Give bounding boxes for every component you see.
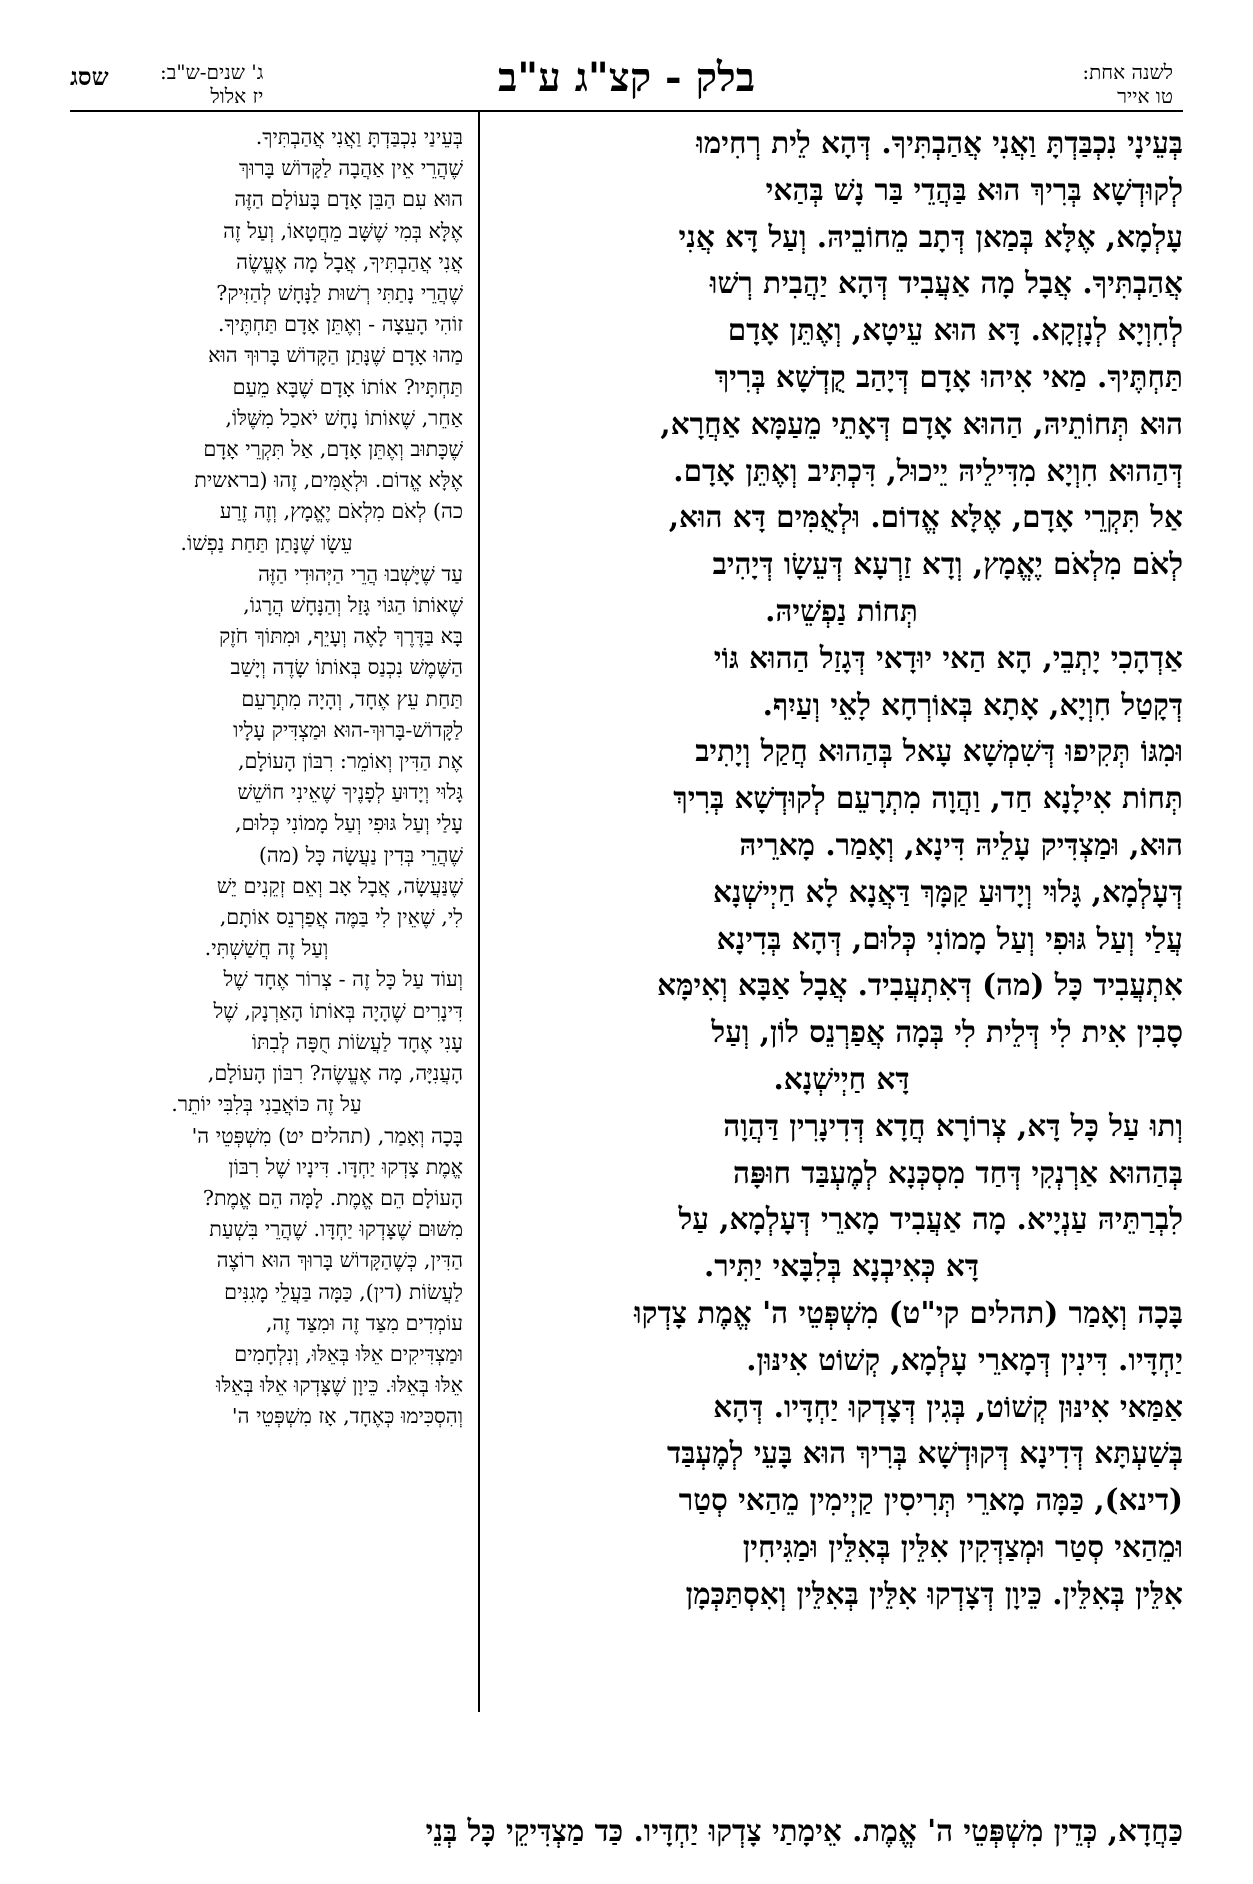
translation-line: אֶת הַדִּין וְאוֹמֵר: רִבּוֹן הָעוֹלָם, [237,749,463,774]
translation-line: הָעֲנִיָּה, מָה אֶעֱשֶׂה? רִבּוֹן הָעוֹלָם, [207,1061,463,1086]
translation-line: שֶׁהֲרֵי בְּדִין נַעֲשָׂה כָּל (מה) [258,842,463,867]
translation-line: תַּחְתָּיו? אוֹתוֹ אָדָם שֶׁבָּא מֵעַם [232,374,463,399]
page-title: בלק - קצ"ג ע"ב [498,54,755,101]
header-right-line2: טו אייר [1117,84,1173,108]
translation-line: שֶׁכָּתוּב וְאֶתֵּן אָדָם, אַל תִּקְרֵי אָדָם [203,437,463,462]
translation-line: עַל זֶה כּוֹאֲבַנִי בְּלִבִּי יוֹתֵר. [171,1092,362,1117]
translation-line: דִּינָרִים שֶׁהָיָה בְּאוֹתוֹ הָאַרְנָק, שֶׁל [213,998,463,1023]
main-text-line: דְּקָטַל חִוְיָא, אָתָא בְּאוֹרְחָא לָאֵי וְעַיִף. [762,686,1183,722]
translation-line: אֵלּוּ בְּאֵלּוּ. כֵּיוָן שֶׁצָּדְקוּ אֵלּוּ בְּאֵלּוּ [216,1373,463,1398]
bottom-text-line: כַּחֲדָא, כְּדֵין מִשְׁפְּטֵי ה' אֱמֶת. אֵימָתַי צָדְקוּ יַחְדָּיו. כַּד מַצְדִּיקֵי כָּל בְּנֵי [425,1813,1183,1848]
page-number: שסג [70,62,109,91]
main-text-line: אִלֵּין בְּאִלֵּין. כֵּיוָן דְּצָדְקוּ אִלֵּין בְּאִלֵּין וְאִסְתַּכְּמָן [685,1575,1183,1611]
main-text-line: תְּחוֹת נַפְשֵׁיהּ. [765,592,918,628]
main-text-line: יַחְדָּיו. דִּינִין דְּמָארֵי עָלְמָא, קְשׁוֹט אִינּוּן. [746,1341,1183,1377]
main-text-line: וְתוּ עַל כָּל דָּא, צְרוֹרָא חֲדָא דְּדִינָרִין דַּהֲוָה [723,1107,1183,1143]
translation-line: בְּעֵינַי נִכְבַּדְתָּ וַאֲנִי אֲהַבְתִּיךָ. [255,125,463,149]
main-text-line: בְּעֵינָי נִכְבַּדְתָּ וַאֲנִי אֲהַבְתִּיךָ. דְּהָא לֵית רְחִימוּ [696,125,1183,160]
main-text-line: בָּכָה וְאָמַר (תהלים קי"ט) מִשְׁפְּטֵי ה' אֱמֶת צָדְקוּ [634,1294,1183,1330]
main-text-line: הוּא, וּמַצְדִּיק עָלֵיהּ דִּינָא, וְאָמַר. מָארֵיהּ [739,826,1183,862]
main-text-line: אֲהַבְתִּיךָ. אֲבָל מָה אַעֲבִיד דְּהָא יַהֲבִית רְשׁוּ [709,265,1183,301]
translation-line: לַקָּדוֹשׁ-בָּרוּךְ-הוּא וּמַצְדִּיק עָלָיו [233,717,463,742]
translation-line: תַּחַת עֵץ אֶחָד, וְהָיָה מִתְרָעֵם [241,686,463,711]
translation-line: אֲנִי אֲהַבְתִּיךָ, אֲבָל מָה אֶעֱשֶׂה [236,249,463,274]
translation-line: אֶלָּא בְּמִי שֶׁשָּׁב מֵחֲטָאוֹ, וְעַל זֶה [223,218,463,243]
translation-line: הַשֶּׁמֶשׁ נִכְנַס בְּאוֹתוֹ שָׂדֶה וְיָשַׁב [230,655,463,680]
header-left-line1: ג' שנים-ש"ב: [160,60,264,84]
header-left-line2: יז אלול [210,84,264,108]
translation-line: מַהוּ אָדָם שֶׁנָּתַן הַקָּדוֹשׁ בָּרוּךְ הוּא [208,343,463,368]
main-text-line: בְּהַהוּא אַרְנְקִי דְּחַד מִסְכְּנָא לְמֶעְבַּד חוּפָּה [732,1154,1183,1190]
translation-line: כה) לְאֹם מִלְאֹם יֶאֱמָץ, וְזֶה זֶרַע [219,499,463,524]
main-text-line: לְקוּדְשָׁא בְּרִיךְ הוּא בַּהֲדֵי בַּר נָשׁ בְּהַאי [765,171,1183,207]
translation-line: שֶׁהֲרֵי אֵין אַהֲבָה לַקָּדוֹשׁ בָּרוּךְ [239,156,463,181]
main-text-line: סָבִין אִית לִי דְּלֵית לִי בְּמָה אֲפַרְנֵס לוֹן, וְעַל [711,1014,1183,1050]
translation-column [70,122,463,1433]
translation-line: גָּלוּי וְיָדוּעַ לְפָנֶיךָ שֶׁאֵינִי חוֹשֵׁשׁ [237,780,463,805]
translation-line: וְעַל זֶה חֲשַׁשְׁתִּי. [204,936,329,961]
main-text-line: אַדְהָכִי יָתְבֵי, הָא הַאי יוּדָאי דְּגָזַל הַהוּא גּוֹי [713,639,1183,675]
translation-line: הָעוֹלָם הֵם אֱמֶת. לָמָּה הֵם אֱמֶת? [202,1185,463,1210]
main-text-line: בְּשַׁעְתָּא דְּדִינָא דְּקוּדְשָׁא בְּרִיךְ הוּא בָּעֵי לְמֶעְבַּד [667,1435,1183,1471]
translation-line: אֱמֶת צָדְקוּ יַחְדָּו. דִּינָיו שֶׁל רִבּוֹן [228,1154,463,1179]
main-text-column [500,120,1183,1618]
main-text-line: לִבְרַתֵּיהּ עַנְיָיא. מָה אַעֲבִיד מָארֵי דְּעָלְמָא, עַל [678,1201,1183,1237]
main-text-line: לְחִוְיָא לְנָזְקָא. דָּא הוּא עֵיטָא, וְאֶתֵּן אָדָם [727,312,1183,348]
translation-line: הוּא עִם הַבֵּן אָדָם בָּעוֹלָם הַזֶּה [234,187,463,212]
main-text-line: וּמִגּוֹ תְּקִיפוּ דְּשִׁמְשָׁא עָאל בְּהַהוּא חֲקַל וְיָתִיב [695,733,1183,769]
translation-line: הַדִּין, כְּשֶׁהַקָּדוֹשׁ בָּרוּךְ הוּא רוֹצֶה [216,1248,463,1273]
translation-line: שֶׁהֲרֵי נָתַתִּי רְשׁוּת לַנָּחָשׁ לְהַזִּיק? [216,281,463,306]
main-text-line: אַל תִּקְרֵי אָדָם, אֶלָּא אֱדוֹם. וּלְאֻמִּים דָּא הוּא, [668,499,1183,535]
translation-line: שֶׁאוֹתוֹ הַגּוֹי גָּזַל וְהַנָּחָשׁ הֲרָגוֹ, [243,593,463,618]
main-text-line: לְאֹם מִלְאֹם יֶאֱמָץ, וְדָא זַרְעָא דְּעֵשָׂו דְּיָהִיב [712,546,1183,582]
translation-line: עַד שֶׁיָּשְׁבוּ הֲרֵי הַיְּהוּדִי הַזֶּה [258,561,463,586]
translation-line: עֵשָׂו שֶׁנָּתַן תַּחַת נַפְשׁוֹ. [180,530,353,555]
translation-line: וְעוֹד עַל כָּל זֶה - צְרוֹר אֶחָד שֶׁל [223,967,463,992]
main-text-line: אַמַּאי אִינּוּן קְשׁוֹט, בְּגִין דְּצָדְקוּ יַחְדָּיו. דְּהָא [713,1388,1183,1424]
main-text-line: תְּחוֹת אִילָנָא חַד, וַהֲוָה מִתְרָעֵם לְקוּדְשָׁא בְּרִיךְ [673,780,1183,816]
main-text-line: דָּא כְּאִיבְנָא בְּלִבָּאי יַתִּיר. [704,1248,979,1284]
main-text-line: וּמֵהַאי סְטַר וּמְצַדְּקִין אִלֵּין בְּאִלֵּין וּמַגִּיחִין [742,1528,1183,1564]
translation-line: לַעֲשׂוֹת (דין), כַּמָּה בַּעֲלֵי מָגִנִּים [224,1279,463,1304]
main-text-line: דְּהַהוּא חִוְיָא מִדִּילֵיהּ יֵיכוּל, דִּכְתִּיב וְאֶתֵּן אָדָם. [673,452,1183,488]
translation-line: וּמַצְדִּיקִים אֵלּוּ בְּאֵלּוּ, וְנִלְחָמִים [234,1341,463,1366]
header-divider [70,110,1183,112]
translation-line: עָלַי וְעַל גּוּפִי וְעַל מָמוֹנִי כְּלוּם, [235,811,463,836]
header-left [160,60,263,108]
translation-line: אֶלָּא אֱדוֹם. וּלְאֻמִּים, זֶהוּ (בראשית [194,468,463,493]
main-text-line: דְּעָלְמָא, גָּלוּי וְיָדוּעַ קַמָּךְ דַּאֲנָא לָא חַיְישְׁנָא [712,873,1183,909]
main-text-line: דָּא חַיְישְׁנָא. [773,1060,910,1096]
translation-line: עוֹמְדִים מִצַּד זֶה וּמִצַּד זֶה, [265,1310,463,1335]
translation-line: בָּא בַּדֶּרֶךְ לָאֶה וְעָיֵף, וּמִתּוֹךְ חֹזֶק [219,624,463,649]
main-text-line: עָלְמָא, אֶלָּא בְּמַאן דְּתָב מֵחוֹבֵיהּ. וְעַל דָּא אֲנִי [678,218,1183,254]
column-divider [478,112,480,1712]
translation-line: בָּכָה וְאָמַר, (תהלים יט) מִשְׁפְּטֵי ה' [191,1123,463,1148]
main-text-line: תַּחְתֶּיךָ. מַאי אִיהוּ אָדָם דְּיָהַב קֻדְשָׁא בְּרִיךְ [714,358,1183,394]
main-text-line: אִתְעֲבִיד כָּל (מה) דְּאִתְעֲבִיד. אֲבָל אַבָּא וְאִימָּא [657,967,1183,1003]
translation-line: זוֹהִי הָעֵצָה - וְאֶתֵּן אָדָם תַּחְתֶּיךָ. [217,312,463,337]
translation-line: אַחֵר, שֶׁאוֹתוֹ נָחָשׁ יֹאכַל מִשֶּׁלּוֹ, [225,405,463,430]
main-text-line: עֲלַי וְעַל גּוּפִי וְעַל מָמוֹנִי כְּלוּם, דְּהָא בְּדִינָא [716,920,1183,956]
header-right-line1: לשנה אחת: [1082,60,1173,84]
translation-line: עָנִי אֶחָד לַעֲשׂוֹת חֻפָּה לְבִתּוֹ [251,1029,463,1054]
translation-line: שֶׁנַּעֲשָׂה, אֲבָל אָב וְאֵם זְקֵנִים יֵשׁ [216,873,463,898]
main-text-line: הוּא תְּחוֹתֵיהּ, הַהוּא אָדָם דְּאָתֵי מֵעַמָּא אַחֲרָא, [660,405,1183,441]
page-header [40,52,1213,108]
translation-line: מִשּׁוּם שֶׁצָּדְקוּ יַחְדָּו. שֶׁהֲרֵי בִּשְׁעַת [209,1217,463,1242]
translation-line: וְהִסְכִּימוּ כְּאֶחָד, אָז מִשְׁפְּטֵי ה' [231,1404,463,1429]
main-text-line: (דינא), כַּמָּה מָארֵי תְּרִיסִין קַיְימִין מֵהַאי סְטַר [678,1482,1183,1518]
translation-line: לִי, שֶׁאֵין לִי בַּמֶּה אֲפַרְנֵס אוֹתָם, [219,905,463,930]
